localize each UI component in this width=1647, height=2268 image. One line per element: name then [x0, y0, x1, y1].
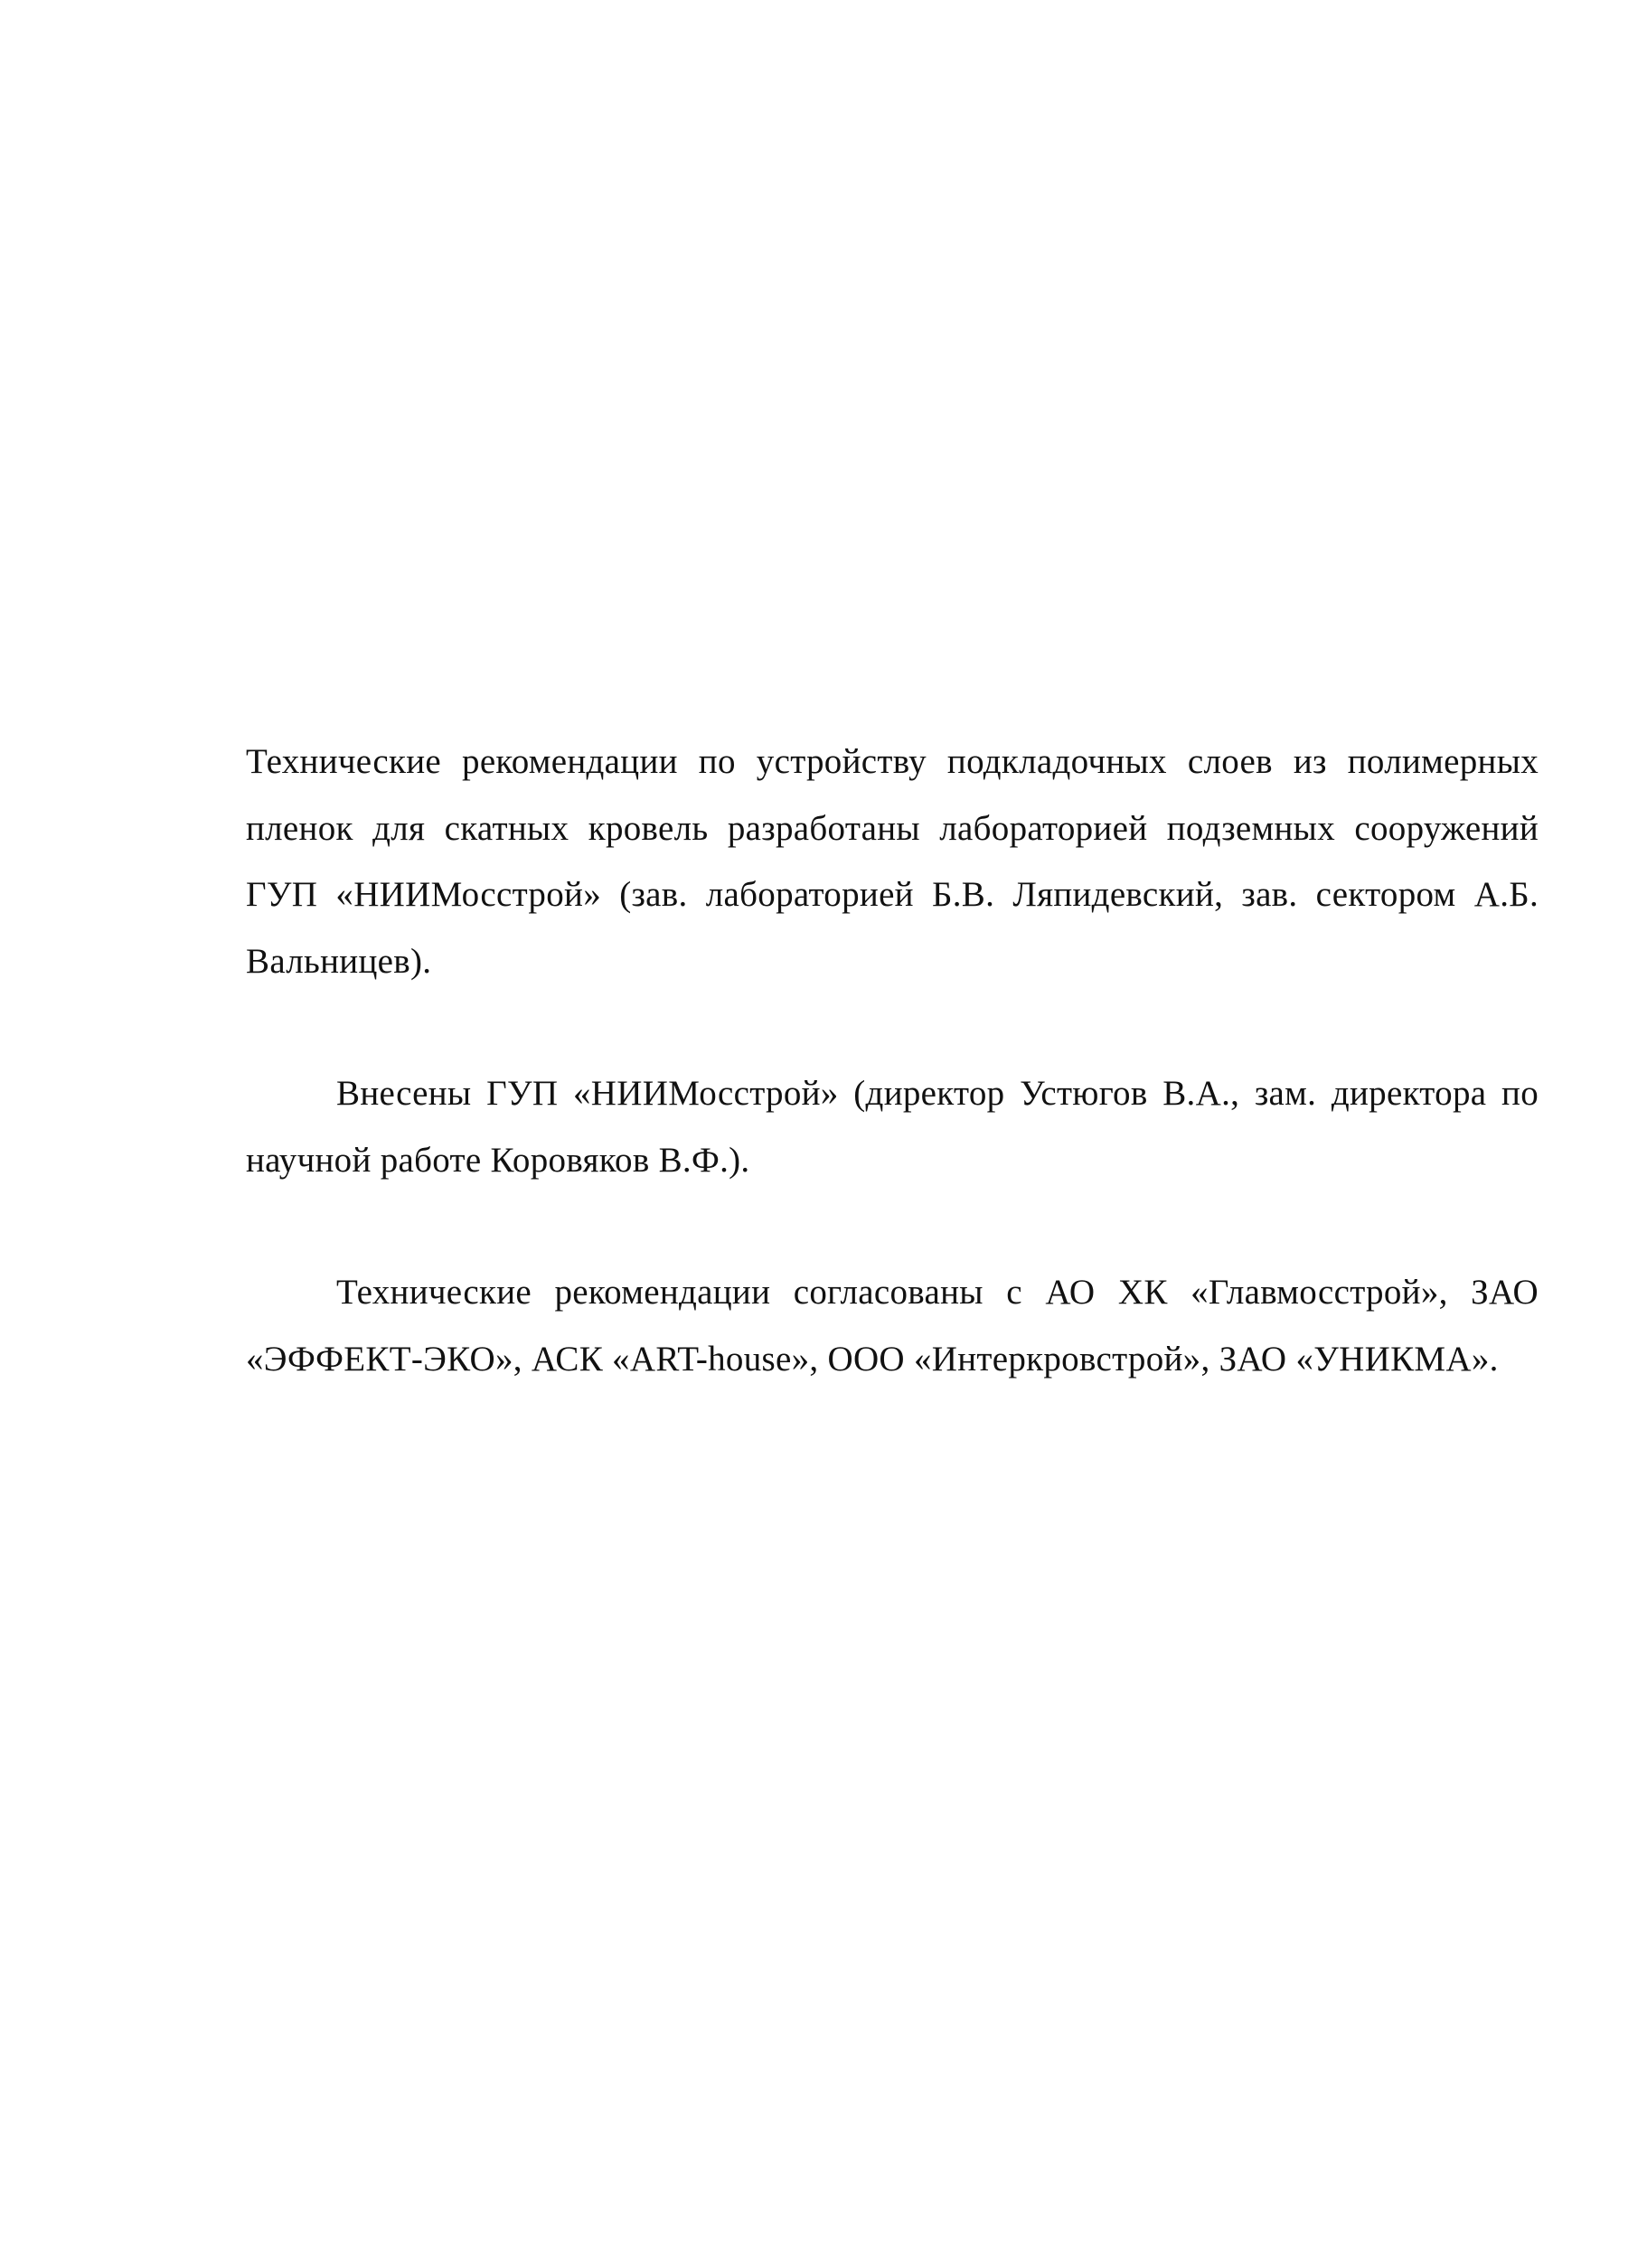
- paragraph-agreed-with: Технические рекомендации согласованы с АО ХК «Главмосстрой», ЗАО «ЭФФЕКТ-ЭКО», АСК «ART-house», ООО «Интеркровстрой», ЗАО «УНИКМА».: [246, 1273, 1539, 1379]
- preface-text-block: [246, 729, 1539, 1392]
- paragraph-submitted-by: Внесены ГУП «НИИМосстрой» (директор Устюгов В.А., зам. директора по научной работе Коровяков В.Ф.).: [246, 1074, 1539, 1180]
- paragraph-developers: Технические рекомендации по устройству подкладочных слоев из полимерных пленок для скатных кровель разработаны лабораторией подземных сооружений ГУП «НИИМосстрой» (зав. лабораторией Б.В. Ляпидевский, зав. сектором А.Б. Вальницев).: [246, 742, 1539, 981]
